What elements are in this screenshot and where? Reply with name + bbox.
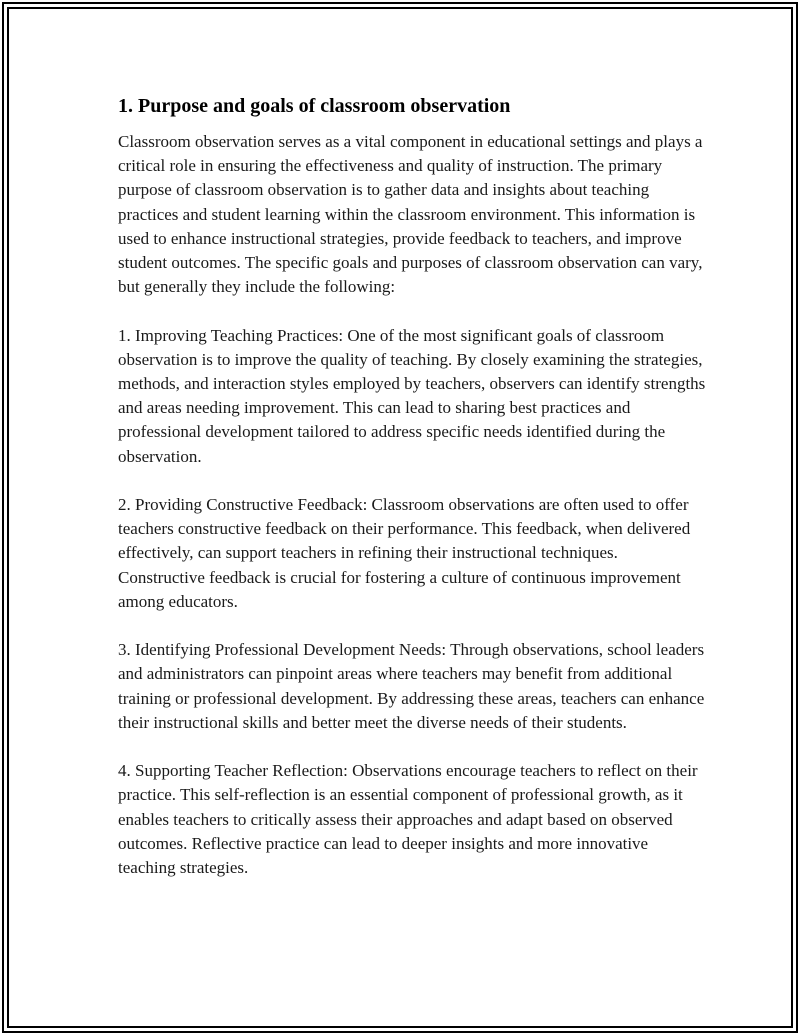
goal-improving-teaching-paragraph: 1. Improving Teaching Practices: One of the most significant goals of classroom observation is to improve the quality of teaching. By closely examining the strategies, methods, and interaction styles employed by teachers, observers can identify strengths and areas needing improvement. This can lead to sharing best practices and professional development tailored to address specific needs identified during the observation. bbox=[118, 325, 706, 466]
intro-paragraph: Classroom observation serves as a vital component in educational settings and plays a critical role in ensuring the effectiveness and quality of instruction. The primary purpose of classroom observation is to gather data and insights about teaching practices and student learning within the classroom environment. This information is used to enhance instructional strategies, provide feedback to teachers, and improve student outcomes. The specific goals and purposes of classroom observation can vary, but generally they include the following: bbox=[118, 132, 703, 297]
goal-professional-development-paragraph: 3. Identifying Professional Development Needs: Through observations, school leaders and administrators can pinpoint areas where teachers may benefit from additional training or professional development. By addressing these areas, teachers can enhance their instructional skills and better meet the diverse needs of their students. bbox=[118, 640, 705, 732]
goal-teacher-reflection-paragraph: 4. Supporting Teacher Reflection: Observations encourage teachers to reflect on their practice. This self-reflection is an essential component of professional growth, as it enables teachers to critically assess their approaches and adapt based on observed outcomes. Reflective practice can lead to deeper insights and more innovative teaching strategies. bbox=[118, 761, 698, 878]
section-heading: 1. Purpose and goals of classroom observation bbox=[118, 95, 511, 117]
document-body bbox=[118, 92, 708, 904]
goal-constructive-feedback-paragraph: 2. Providing Constructive Feedback: Classroom observations are often used to offer teachers constructive feedback on their performance. This feedback, when delivered effectively, can support teachers in refining their instructional techniques. Constructive feedback is crucial for fostering a culture of continuous improvement among educators. bbox=[118, 495, 691, 611]
